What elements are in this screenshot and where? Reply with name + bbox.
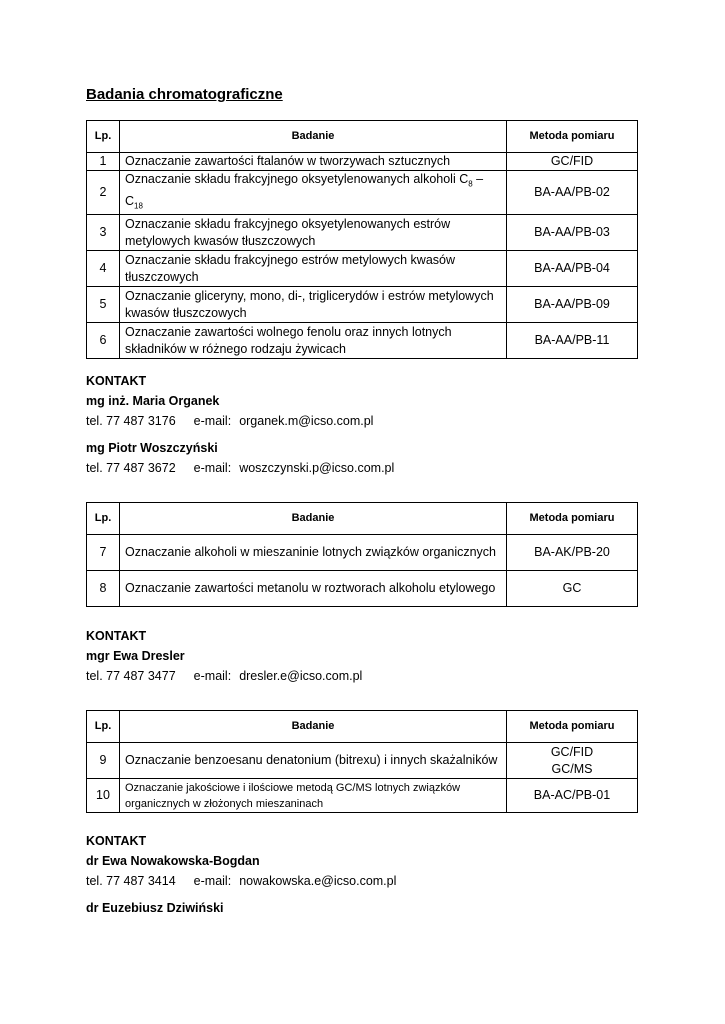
table-3 [86,710,638,813]
email-link[interactable]: dresler.e@icso.com.pl [239,669,363,683]
header-lp: Lp. [87,121,120,153]
cell-metoda: BA-AA/PB-03 [507,215,638,251]
table-row [87,287,638,323]
email-label: e-mail: [193,874,232,888]
contact-section-2 [86,626,362,686]
contact-phone: tel. 77 487 3176 [86,414,176,428]
table-header-row [87,503,638,535]
cell-badanie: Oznaczanie składu frakcyjnego oksyetylenowanych estrów metylowych kwasów tłuszczowych [120,215,507,251]
cell-metoda-line: GC/MS [551,761,593,776]
contact-line [86,871,396,891]
email-link[interactable]: nowakowska.e@icso.com.pl [239,874,397,888]
header-metoda: Metoda pomiaru [507,503,638,535]
cell-badanie: Oznaczanie składu frakcyjnego estrów metylowych kwasów tłuszczowych [120,251,507,287]
cell-metoda: BA-AA/PB-11 [507,323,638,359]
contact-name: dr Euzebiusz Dziwiński [86,901,224,915]
table-row [87,779,638,813]
contact-phone: tel. 77 487 3414 [86,874,176,888]
contact-header: KONTAKT [86,629,147,643]
cell-metoda: GC [507,571,638,607]
cell-badanie: Oznaczanie jakościowe i ilościowe metodą GC/MS lotnych związków organicznych w złożonych mieszaninach [120,779,507,813]
cell-metoda: BA-AK/PB-20 [507,535,638,571]
contact-phone: tel. 77 487 3672 [86,461,176,475]
cell-badanie: Oznaczanie zawartości wolnego fenolu oraz innych lotnych składników w różnego rodzaju żywicach [120,323,507,359]
table-header-row [87,711,638,743]
cell-metoda: BA-AA/PB-09 [507,287,638,323]
contact-header: KONTAKT [86,834,147,848]
subscript: 18 [134,201,143,210]
email-link[interactable]: organek.m@icso.com.pl [239,414,374,428]
contact-line [86,666,362,686]
subscript: 8 [468,179,473,189]
cell-metoda: GC/FID [507,153,638,171]
email-link[interactable]: woszczynski.p@icso.com.pl [239,461,395,475]
contact-name: mg Piotr Woszczyński [86,441,218,455]
table-row [87,251,638,287]
contact-header: KONTAKT [86,374,147,388]
cell-lp: 3 [87,215,120,251]
cell-badanie-text: Oznaczanie składu frakcyjnego oksyetylenowanych alkoholi C [125,172,469,186]
cell-metoda-line: GC/FID [550,744,594,759]
contact-name: mgr Ewa Dresler [86,649,185,663]
table-1 [86,120,638,359]
cell-metoda [507,743,638,779]
cell-metoda: BA-AA/PB-02 [507,171,638,215]
table-row [87,571,638,607]
cell-badanie: Oznaczanie zawartości ftalanów w tworzywach sztucznych [120,153,507,171]
contact-line [86,458,394,478]
header-badanie: Badanie [120,711,507,743]
cell-badanie-text: – C [125,172,484,208]
cell-lp: 2 [87,171,120,215]
cell-badanie: Oznaczanie alkoholi w mieszaninie lotnych związków organicznych [120,535,507,571]
cell-metoda: BA-AA/PB-04 [507,251,638,287]
cell-lp: 7 [87,535,120,571]
table-row [87,535,638,571]
cell-lp: 4 [87,251,120,287]
cell-badanie: Oznaczanie zawartości metanolu w roztworach alkoholu etylowego [120,571,507,607]
email-label: e-mail: [193,461,232,475]
header-lp: Lp. [87,503,120,535]
cell-lp: 9 [87,743,120,779]
table-row [87,743,638,779]
cell-badanie: Oznaczanie gliceryny, mono, di-, triglicerydów i estrów metylowych kwasów tłuszczowych [120,287,507,323]
contact-name: dr Ewa Nowakowska-Bogdan [86,854,260,868]
table-row [87,171,638,215]
cell-metoda: BA-AC/PB-01 [507,779,638,813]
cell-badanie [120,171,507,215]
header-lp: Lp. [87,711,120,743]
cell-lp: 1 [87,153,120,171]
header-metoda: Metoda pomiaru [507,121,638,153]
table-header-row [87,121,638,153]
header-metoda: Metoda pomiaru [507,711,638,743]
contact-section-3 [86,831,396,918]
contact-name: mg inż. Maria Organek [86,394,220,408]
contact-line [86,411,394,431]
cell-lp: 6 [87,323,120,359]
cell-lp: 10 [87,779,120,813]
cell-lp: 8 [87,571,120,607]
cell-badanie: Oznaczanie benzoesanu denatonium (bitrexu) i innych skażalników [120,743,507,779]
contact-phone: tel. 77 487 3477 [86,669,176,683]
email-label: e-mail: [193,414,232,428]
cell-lp: 5 [87,287,120,323]
table-2 [86,502,638,607]
header-badanie: Badanie [120,503,507,535]
table-row [87,323,638,359]
contact-section-1 [86,371,394,478]
page-title: Badania chromatograficzne [86,86,283,103]
header-badanie: Badanie [120,121,507,153]
email-label: e-mail: [193,669,232,683]
table-row [87,215,638,251]
table-row [87,153,638,171]
